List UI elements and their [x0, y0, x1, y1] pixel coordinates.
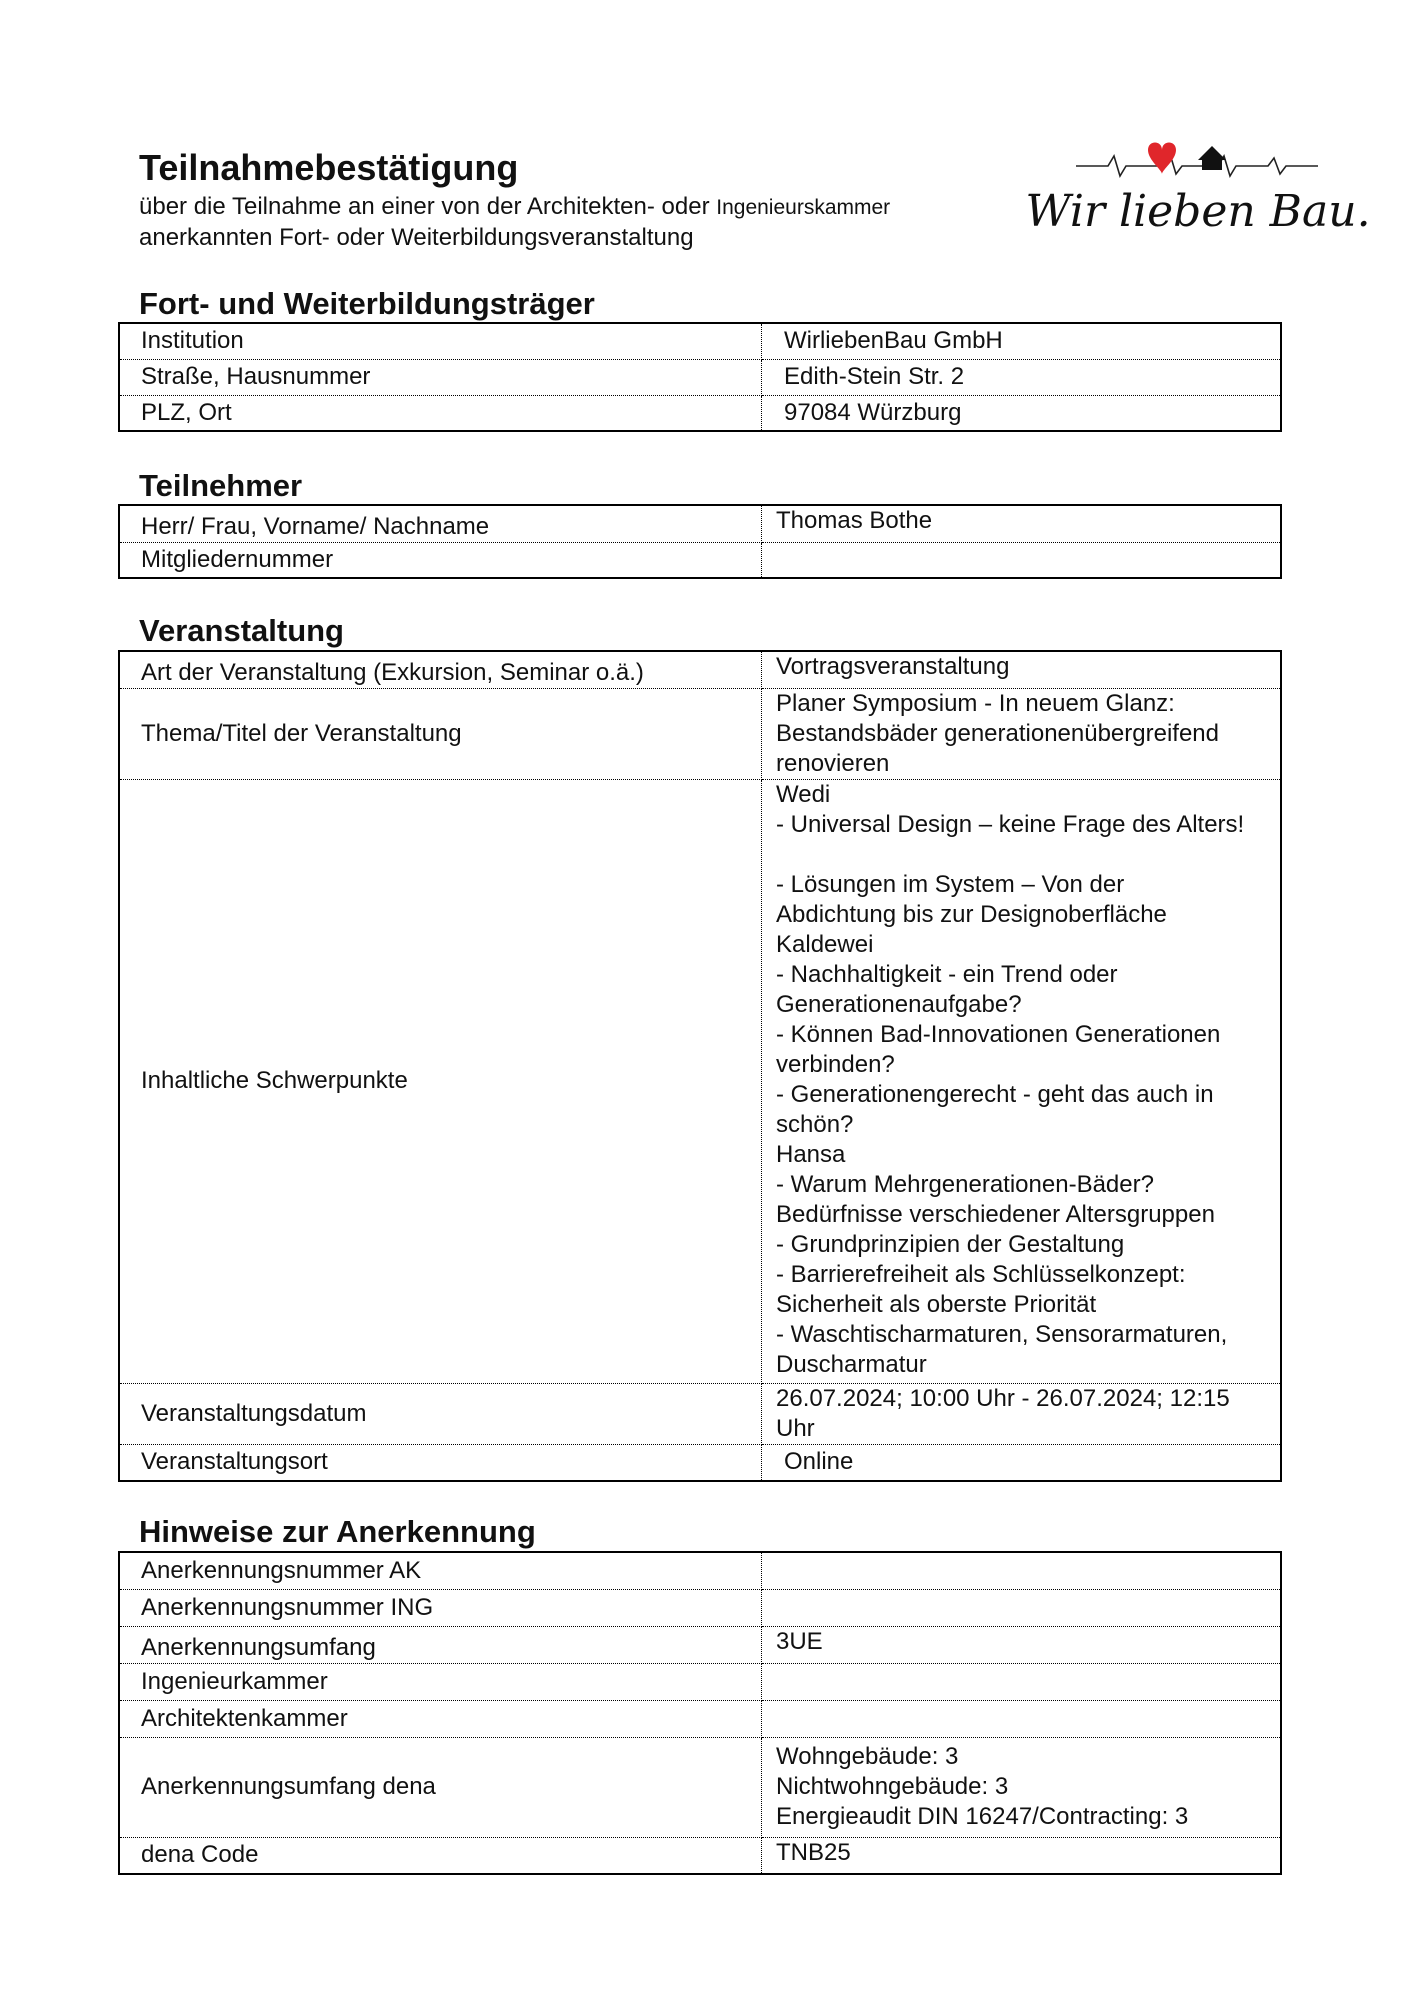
recognition-dena-code-value: TNB25	[776, 1838, 851, 1866]
provider-table	[118, 322, 1282, 432]
recognition-ing-number-value	[762, 1589, 1282, 1626]
table-row	[119, 542, 1281, 578]
recognition-scope-value: 3UE	[762, 1626, 1282, 1663]
table-row	[119, 1700, 1281, 1737]
provider-street-label: Straße, Hausnummer	[119, 359, 762, 395]
provider-city-value: 97084 Würzburg	[784, 398, 962, 426]
participant-table	[118, 504, 1282, 579]
page-title: Teilnahmebestätigung	[139, 147, 519, 188]
recognition-scope-label: Anerkennungsumfang	[119, 1626, 762, 1663]
event-title-label: Thema/Titel der Veranstaltung	[119, 688, 762, 779]
table-row	[119, 1663, 1281, 1700]
table-row	[119, 1837, 1281, 1874]
table-row	[119, 1383, 1281, 1444]
table-row	[119, 1444, 1281, 1481]
event-title-value: Planer Symposium - In neuem Glanz: Bestandsbäder generationenübergreifend renovieren	[762, 688, 1282, 779]
table-row	[119, 1626, 1281, 1663]
table-row	[119, 779, 1281, 1383]
subtitle-line1: über die Teilnahme an einer von der Architekten- oder	[139, 193, 717, 220]
table-row	[119, 1552, 1281, 1589]
participant-member-number-label: Mitgliedernummer	[119, 542, 762, 578]
table-row	[119, 1737, 1281, 1837]
heartbeat-line	[1076, 154, 1318, 176]
recognition-ak-number-value	[762, 1552, 1282, 1589]
event-date-label: Veranstaltungsdatum	[119, 1383, 762, 1444]
recognition-ing-number-label: Anerkennungsnummer ING	[119, 1589, 762, 1626]
company-logo	[1025, 136, 1371, 246]
event-type-label: Art der Veranstaltung (Exkursion, Seminar o.ä.)	[119, 651, 762, 688]
participant-name-label: Herr/ Frau, Vorname/ Nachname	[119, 505, 762, 542]
event-location-value: Online	[784, 1448, 854, 1476]
event-table	[118, 650, 1282, 1482]
recognition-dena-code-label: dena Code	[119, 1837, 762, 1874]
event-date-value: 26.07.2024; 10:00 Uhr - 26.07.2024; 12:15 Uhr	[762, 1383, 1282, 1444]
house-icon	[1198, 146, 1226, 170]
table-row	[119, 323, 1281, 359]
section-title-participant: Teilnehmer	[139, 468, 303, 503]
logo-text: Wir lieben Bau.	[1025, 186, 1371, 237]
recognition-table	[118, 1551, 1282, 1875]
page-subtitle	[139, 192, 890, 253]
table-row	[119, 651, 1281, 688]
subtitle-line1-small: Ingenieurskammer	[716, 196, 891, 219]
recognition-architektenkammer-label: Architektenkammer	[119, 1700, 762, 1737]
recognition-ak-number-label: Anerkennungsnummer AK	[119, 1552, 762, 1589]
table-row	[119, 505, 1281, 542]
table-row	[119, 395, 1281, 431]
participant-name-value: Thomas Bothe	[762, 505, 1282, 542]
recognition-architektenkammer-value	[762, 1700, 1282, 1737]
section-title-event: Veranstaltung	[139, 613, 344, 648]
event-focus-label: Inhaltliche Schwerpunkte	[119, 779, 762, 1383]
provider-institution-value: WirliebenBau GmbH	[762, 323, 1282, 359]
provider-city-label: PLZ, Ort	[119, 395, 762, 431]
recognition-dena-scope-value: Wohngebäude: 3 Nichtwohngebäude: 3 Energieaudit DIN 16247/Contracting: 3	[762, 1737, 1282, 1837]
table-row	[119, 688, 1281, 779]
event-location-label: Veranstaltungsort	[119, 1444, 762, 1481]
table-row	[119, 359, 1281, 395]
event-type-value: Vortragsveranstaltung	[762, 651, 1282, 688]
subtitle-line2: anerkannten Fort- oder Weiterbildungsveranstaltung	[139, 224, 694, 251]
recognition-dena-scope-label: Anerkennungsumfang dena	[119, 1737, 762, 1837]
section-title-provider: Fort- und Weiterbildungsträger	[139, 286, 595, 321]
provider-street-value: Edith-Stein Str. 2	[762, 359, 1282, 395]
provider-institution-label: Institution	[119, 323, 762, 359]
participant-member-number-value	[762, 542, 1282, 578]
section-title-recognition: Hinweise zur Anerkennung	[139, 1514, 536, 1549]
heart-icon	[1148, 143, 1176, 175]
recognition-ingenieurkammer-value	[762, 1663, 1282, 1700]
recognition-ingenieurkammer-label: Ingenieurkammer	[119, 1663, 762, 1700]
table-row	[119, 1589, 1281, 1626]
event-focus-value: Wedi - Universal Design – keine Frage des Alters! - Lösungen im System – Von der Abdichtung bis zur Designoberfläche Kaldewei - Nachhaltigkeit - ein Trend oder Generationenaufgabe? - Können Bad-Innovationen Generationen verbinden? - Generationengerecht - geht das auch in schön? Hansa - Warum Mehrgenerationen-Bäder? Bedürfnisse verschiedener Altersgruppen - Grundprinzipien der Gestaltung - Barrierefreiheit als Schlüsselkonzept: Sicherheit als oberste Priorität - Waschtischarmaturen, Sensorarmaturen, Duscharmatur	[762, 779, 1282, 1383]
